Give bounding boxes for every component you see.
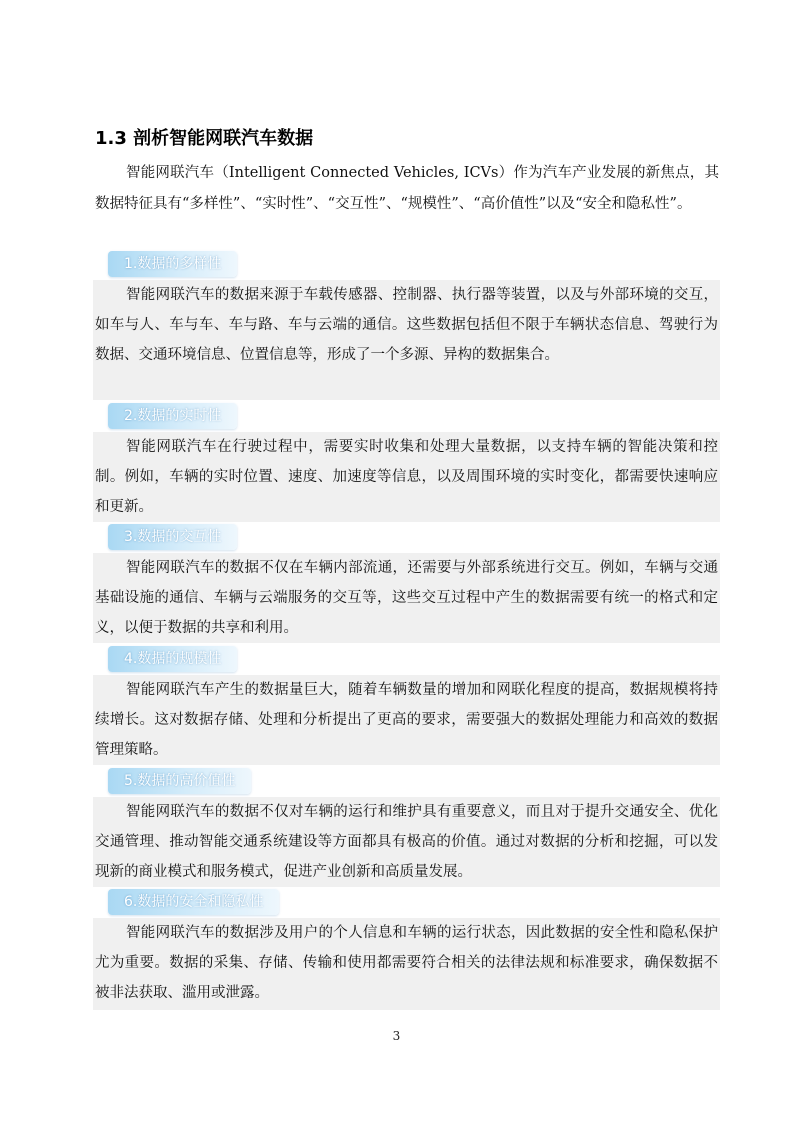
label-security-privacy: 6.数据的安全和隐私性 — [108, 889, 279, 915]
paragraph-interactivity: 智能网联汽车的数据不仅在车辆内部流通，还需要与外部系统进行交互。例如，车辆与交通基础设施的通信、车辆与云端服务的交互等，这些交互过程中产生的数据需要有统一的格式和定义，以便于数据的共享和利用。 — [95, 560, 718, 636]
label-interactivity: 3.数据的交互性 — [108, 524, 237, 550]
paragraph-high-value: 智能网联汽车的数据不仅对车辆的运行和维护具有重要意义，而且对于提升交通安全、优化交通管理、推动智能交通系统建设等方面都具有极高的价值。通过对数据的分析和挖掘，可以发现新的商业模式和服务模式，促进产业创新和高质量发展。 — [95, 804, 718, 880]
label-diversity: 1.数据的多样性 — [108, 251, 237, 277]
body-realtime — [93, 432, 720, 522]
body-diversity — [93, 280, 720, 400]
paragraph-realtime: 智能网联汽车在行驶过程中，需要实时收集和处理大量数据，以支持车辆的智能决策和控制。例如，车辆的实时位置、速度、加速度等信息，以及周围环境的实时变化，都需要快速响应和更新。 — [95, 439, 718, 515]
body-security-privacy — [93, 918, 720, 1010]
section-title: 1.3 剖析智能网联汽车数据 — [95, 128, 314, 149]
body-high-value — [93, 797, 720, 887]
label-realtime: 2.数据的实时性 — [108, 403, 237, 429]
intro-paragraph: 智能网联汽车（Intelligent Connected Vehicles, ICVs）作为汽车产业发展的新焦点，其数据特征具有“多样性”、“实时性”、“交互性”、“规模性”、“高价值性”以及“安全和隐私性”。 — [95, 165, 719, 212]
body-scale — [93, 675, 720, 765]
paragraph-scale: 智能网联汽车产生的数据量巨大，随着车辆数量的增加和网联化程度的提高，数据规模将持续增长。这对数据存储、处理和分析提出了更高的要求，需要强大的数据处理能力和高效的数据管理策略。 — [95, 682, 718, 758]
body-interactivity — [93, 553, 720, 643]
label-high-value: 5.数据的高价值性 — [108, 768, 251, 794]
page-number: 3 — [392, 1029, 401, 1043]
label-scale: 4.数据的规模性 — [108, 646, 237, 672]
paragraph-diversity: 智能网联汽车的数据来源于车载传感器、控制器、执行器等装置，以及与外部环境的交互，如车与人、车与车、车与路、车与云端的通信。这些数据包括但不限于车辆状态信息、驾驶行为数据、交通环境信息、位置信息等，形成了一个多源、异构的数据集合。 — [95, 287, 718, 363]
paragraph-security-privacy: 智能网联汽车的数据涉及用户的个人信息和车辆的运行状态，因此数据的安全性和隐私保护尤为重要。数据的采集、存储、传输和使用都需要符合相关的法律法规和标准要求，确保数据不被非法获取、滥用或泄露。 — [95, 925, 718, 1001]
